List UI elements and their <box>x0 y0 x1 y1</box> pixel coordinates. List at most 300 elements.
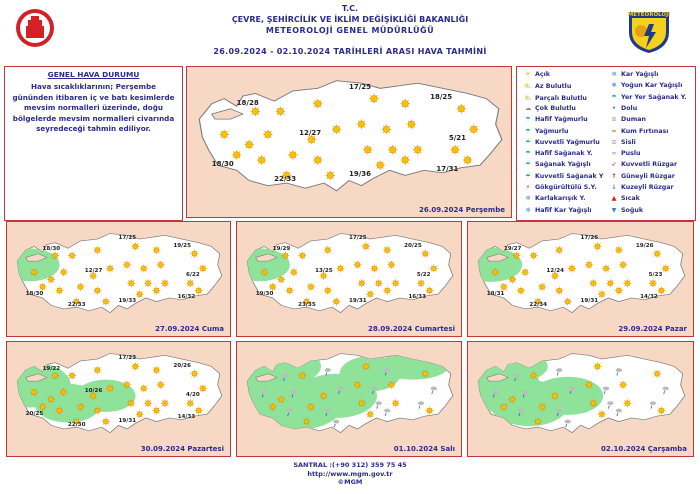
sun-icon <box>332 125 342 135</box>
sun-icon <box>60 388 68 396</box>
sun-icon <box>589 399 597 407</box>
temperature-label: 19/27 <box>503 246 522 253</box>
temperature-label: 17/25 <box>349 235 367 242</box>
light-snow-icon: ❄ <box>525 206 531 214</box>
general-weather-panel <box>4 66 183 221</box>
sun-icon <box>623 279 631 287</box>
temperature-label: 19/30 <box>255 290 274 297</box>
sun-icon <box>51 372 59 380</box>
sun-icon <box>332 298 340 306</box>
temperature-label: 16/33 <box>408 294 426 301</box>
sun-icon <box>199 264 207 272</box>
map-date-label: 27.09.2024 Cuma <box>155 325 224 333</box>
sun-icon <box>127 399 135 407</box>
sun-icon <box>421 370 429 378</box>
temperature-label: 20/26 <box>173 362 191 369</box>
sun-icon <box>324 246 332 254</box>
sun-icon <box>585 261 593 269</box>
sun-icon <box>585 381 593 389</box>
sun-icon <box>51 252 59 260</box>
sun-icon <box>491 268 499 276</box>
legend-item <box>609 116 646 123</box>
temperature-label: 17/25 <box>118 235 137 242</box>
rain-icon: ☂ <box>525 127 531 135</box>
smoke-icon: ≋ <box>611 116 617 124</box>
light-rain-icon: ☂ <box>525 116 531 124</box>
sun-icon <box>615 246 623 254</box>
sleet-icon: ❄ <box>525 195 531 203</box>
sun-icon <box>357 119 367 129</box>
sun-icon <box>298 372 306 380</box>
sun-icon <box>366 290 374 298</box>
temperature-label: 10/26 <box>84 388 103 395</box>
local-shower-icon: ☂ <box>611 93 617 101</box>
legend-label: Sıcak <box>621 195 640 203</box>
temperature-label: 19/25 <box>173 242 191 249</box>
sun-icon <box>131 362 139 370</box>
temperature-label: 19/36 <box>349 170 372 179</box>
legend-item <box>609 184 674 191</box>
sun-icon <box>589 279 597 287</box>
sun-icon <box>102 298 110 306</box>
temperature-label: 19/31 <box>580 297 599 304</box>
legend-label: Kum Fırtınası <box>621 127 669 135</box>
legend-label: Sağanak Yağışlı <box>535 161 591 169</box>
sun-icon <box>457 104 467 114</box>
temperature-label: 18/30 <box>42 246 61 253</box>
hot-icon: ▲ <box>611 195 617 203</box>
sun-icon <box>358 399 366 407</box>
header-tc: T.C. <box>341 4 359 13</box>
sun-icon <box>320 392 328 400</box>
sun-icon <box>144 399 152 407</box>
map-date-label: 02.10.2024 Çarşamba <box>601 445 687 453</box>
legend-item <box>609 173 675 180</box>
partly-cloudy-icon: ⛅ <box>524 94 532 102</box>
sun-icon <box>30 268 38 276</box>
sun-icon <box>232 150 242 160</box>
sun-icon <box>123 381 131 389</box>
sun-icon <box>657 287 665 295</box>
legend-label: Gökgürültülü S.Y. <box>535 184 597 191</box>
legend-label: Hafif Yağmurlu <box>535 116 588 124</box>
sun-icon <box>244 140 254 150</box>
sun-icon <box>662 264 670 272</box>
sun-icon <box>400 155 410 165</box>
sun-icon <box>93 407 101 415</box>
map-day-6 <box>236 341 462 457</box>
sun-icon <box>251 107 261 117</box>
temperature-label: 19/22 <box>42 366 61 373</box>
light-shower-icon: ☂ <box>525 150 531 158</box>
sun-icon <box>93 287 101 295</box>
sun-icon <box>93 366 101 374</box>
sun-icon <box>307 403 315 411</box>
legend-item <box>523 82 571 90</box>
sun-icon <box>55 287 63 295</box>
hail-icon: • <box>611 104 617 112</box>
svg-text:METEOROLOJİ: METEOROLOJİ <box>627 12 671 18</box>
sun-icon <box>140 264 148 272</box>
turkey-map <box>468 342 693 456</box>
legend-label: Güneyli Rüzgar <box>621 172 675 180</box>
legend-label: Kuvvetli Rüzgar <box>621 161 678 169</box>
legend-label: Duman <box>621 116 647 124</box>
sun-icon <box>602 264 610 272</box>
sun-icon <box>257 155 267 165</box>
temperature-label: 6/22 <box>186 272 200 279</box>
temperature-label: 12/27 <box>299 129 322 138</box>
legend-label: Yer Yer Sağanak Y. <box>621 93 687 101</box>
sun-icon <box>387 261 395 269</box>
cloud-icon: ☁ <box>524 104 532 112</box>
sun-icon <box>77 283 85 291</box>
heavy-snow-icon: ❅ <box>611 82 617 90</box>
sun-icon <box>508 276 516 284</box>
temperature-label: 19/26 <box>635 242 654 249</box>
legend-item <box>609 105 637 112</box>
general-weather-title: GENEL HAVA DURUMU <box>47 70 140 79</box>
temperature-label: 5/23 <box>648 272 663 279</box>
temperature-label: 5/22 <box>416 272 431 279</box>
temperature-label: 22/33 <box>274 175 297 184</box>
legend-item <box>523 71 550 78</box>
sun-icon <box>508 396 516 404</box>
sun-icon <box>358 279 366 287</box>
sun-icon <box>430 264 438 272</box>
footer-website[interactable]: http://www.mgm.gov.tr <box>307 469 393 478</box>
temperature-label: 18/25 <box>430 93 453 102</box>
sun-icon <box>47 276 55 284</box>
heavy-rain-icon: ☔ <box>525 138 531 146</box>
legend-item <box>523 184 597 191</box>
header-date-range: 26.09.2024 - 02.10.2024 TARİHLERİ ARASI HAVA TAHMİNİ <box>213 47 487 56</box>
legend-label: Kar Yağışlı <box>621 71 659 78</box>
temperature-label: 18/30 <box>25 290 44 297</box>
cold-icon: ▼ <box>611 206 617 214</box>
temperature-label: 12/27 <box>84 268 103 275</box>
legend-label: Sisli <box>621 138 636 146</box>
sun-icon <box>30 388 38 396</box>
heavy-shower-icon: ☔ <box>525 172 531 180</box>
sun-icon <box>152 246 160 254</box>
sun-icon <box>277 396 285 404</box>
sun-icon <box>370 264 378 272</box>
sun-icon <box>136 290 144 298</box>
sun-icon <box>303 418 311 426</box>
sun-icon <box>450 145 460 155</box>
sun-icon <box>366 410 374 418</box>
sun-icon <box>195 407 203 415</box>
legend-item <box>609 94 687 101</box>
sun-icon <box>353 261 361 269</box>
legend-label: Kuvvetli Sağanak Y <box>535 172 604 180</box>
sun-icon <box>388 145 398 155</box>
header-directorate: METEOROLOJİ GENEL MÜDÜRLÜĞÜ <box>265 26 435 35</box>
sun-icon <box>530 372 538 380</box>
legend-label: Puslu <box>621 150 641 158</box>
sun-icon <box>77 403 85 411</box>
temperature-label: 19/31 <box>349 297 367 304</box>
sun-icon <box>375 160 385 170</box>
sun-icon <box>353 381 361 389</box>
sun-icon <box>337 264 345 272</box>
sun-icon <box>538 403 546 411</box>
sun-icon <box>619 381 627 389</box>
sun-icon <box>598 410 606 418</box>
sun-icon <box>106 264 114 272</box>
sun-icon <box>106 384 114 392</box>
sun-icon <box>530 252 538 260</box>
sun-icon <box>152 287 160 295</box>
sun-icon <box>190 370 198 378</box>
shower-icon: ☔ <box>525 161 531 169</box>
sun-icon <box>199 384 207 392</box>
temperature-label: 14/33 <box>177 414 196 421</box>
map-day-7 <box>467 341 694 457</box>
sun-icon <box>653 250 661 258</box>
sun-icon <box>161 399 169 407</box>
sun-icon <box>564 298 572 306</box>
sun-icon <box>325 171 335 181</box>
temperature-label: 16/32 <box>177 294 196 301</box>
sun-icon <box>649 279 657 287</box>
sun-icon <box>362 242 370 250</box>
footer-phone: SANTRAL :(+90 312) 359 75 45 <box>293 461 407 469</box>
sun-icon <box>93 246 101 254</box>
sun-icon <box>140 384 148 392</box>
snow-icon: ❄ <box>611 71 617 78</box>
sun-icon <box>615 287 623 295</box>
map-day-3 <box>236 221 462 337</box>
sun-icon <box>136 410 144 418</box>
sun-icon <box>152 366 160 374</box>
sun-icon <box>60 268 68 276</box>
temperature-label: 22/34 <box>529 301 547 308</box>
sun-icon <box>534 418 542 426</box>
legend-item <box>609 128 668 135</box>
sun-icon <box>186 279 194 287</box>
legend-label: Hafif Sağanak Y. <box>535 150 593 158</box>
sun-icon <box>313 99 323 109</box>
legend-item <box>523 173 603 180</box>
temperature-label: 19/29 <box>272 246 291 253</box>
map-date-label: 01.10.2024 Salı <box>393 445 455 453</box>
temperature-label: 20/25 <box>25 410 44 417</box>
sun-icon <box>407 119 417 129</box>
sun-icon <box>288 150 298 160</box>
legend-panel <box>516 66 696 221</box>
temperature-label: 22/33 <box>67 301 86 308</box>
sun-icon <box>186 399 194 407</box>
sun-icon <box>281 252 289 260</box>
sun-icon <box>152 407 160 415</box>
map-date-label: 29.09.2024 Pazar <box>618 325 687 333</box>
general-weather-text: Hava sıcaklıklarının; Perşembe gününden itibaren iç ve batı kesimlerde mevsim normalleri üzerinde, doğu bölgelerde mevsim normalleri civarında seyredeceği tahmin ediliyor. <box>12 82 175 133</box>
sun-icon <box>598 290 606 298</box>
sun-icon <box>421 250 429 258</box>
legend-label: Az Bulutlu <box>535 83 572 91</box>
legend-item <box>523 105 576 112</box>
sun-icon <box>161 279 169 287</box>
temperature-label: 23/35 <box>298 301 316 308</box>
sun-icon <box>594 242 602 250</box>
sun-icon <box>383 287 391 295</box>
sun-icon <box>417 279 425 287</box>
temperature-label: 20/25 <box>404 242 422 249</box>
sun-icon <box>298 252 306 260</box>
legend-label: Yoğun Kar Yağışlı <box>621 82 683 90</box>
sun-icon <box>123 261 131 269</box>
legend-label: Kuzeyli Rüzgar <box>621 184 674 191</box>
sun-icon <box>68 372 76 380</box>
map-day-5 <box>6 341 231 457</box>
temperature-label: 17/31 <box>436 165 459 174</box>
sun-icon <box>260 268 268 276</box>
sun-icon <box>363 145 373 155</box>
legend-label: Soğuk <box>621 206 644 214</box>
south-wind-icon: ↑ <box>611 172 617 180</box>
sun-icon <box>606 279 614 287</box>
sun-icon <box>324 287 332 295</box>
sun-icon <box>375 279 383 287</box>
sun-icon <box>195 287 203 295</box>
temperature-label: 14/32 <box>640 294 658 301</box>
sun-icon <box>619 261 627 269</box>
sun-icon <box>426 287 434 295</box>
temperature-label: 4/20 <box>186 392 200 399</box>
sun-icon <box>286 287 294 295</box>
temperature-label: 17/25 <box>349 83 372 92</box>
sun-icon <box>657 407 665 415</box>
legend-label: Dolu <box>621 104 638 112</box>
sun-icon <box>263 130 273 140</box>
turkey-map <box>237 342 461 456</box>
legend-item <box>523 128 569 135</box>
sun-cloud-icon: ⛅ <box>524 83 532 91</box>
legend-item <box>609 150 641 157</box>
temperature-label: 18/28 <box>236 98 259 107</box>
footer <box>0 461 700 487</box>
legend-item <box>609 207 643 214</box>
header-ministry: ÇEVRE, ŞEHİRCİLİK VE İKLİM DEĞİŞİKLİĞİ BAKANLIĞI <box>231 15 469 24</box>
temperature-label: 5/21 <box>448 134 466 143</box>
legend-label: Çok Bulutlu <box>535 104 576 112</box>
sun-icon <box>555 287 563 295</box>
sun-icon: ☀ <box>525 71 531 78</box>
header <box>0 4 700 58</box>
sun-icon <box>538 283 546 291</box>
sun-icon <box>55 407 63 415</box>
map-date-label: 30.09.2024 Pazartesi <box>140 445 224 453</box>
map-day-4 <box>467 221 694 337</box>
sun-icon <box>513 252 521 260</box>
thunder-icon: ⚡ <box>525 184 531 191</box>
legend-label: Karlakarışık Y. <box>535 195 586 203</box>
temperature-label: 19/33 <box>118 297 137 304</box>
sun-icon <box>313 155 323 165</box>
temperature-label: 17/23 <box>118 355 137 362</box>
sun-icon <box>277 276 285 284</box>
sun-icon <box>157 381 165 389</box>
footer-copyright: ©MGM <box>337 478 363 486</box>
sun-icon <box>190 250 198 258</box>
fog-icon: ≡ <box>611 138 617 146</box>
sun-icon <box>276 107 286 117</box>
sun-icon <box>362 362 370 370</box>
legend-item <box>523 116 588 123</box>
sun-icon <box>369 94 379 104</box>
legend-label: Açık <box>535 71 550 78</box>
legend-item <box>523 139 600 146</box>
sun-icon <box>131 242 139 250</box>
sun-icon <box>623 399 631 407</box>
sun-icon <box>68 252 76 260</box>
sun-icon <box>500 403 508 411</box>
legend-label: Yağmurlu <box>535 127 569 135</box>
map-day-2 <box>6 221 231 337</box>
temperature-label: 22/30 <box>67 421 86 428</box>
legend-item <box>609 195 640 202</box>
sun-icon <box>307 283 315 291</box>
temperature-label: 19/31 <box>118 417 137 424</box>
sun-icon <box>269 403 277 411</box>
legend-label: Hafif Kar Yağışlı <box>535 206 592 214</box>
sun-icon <box>144 279 152 287</box>
sun-icon <box>47 396 55 404</box>
sun-icon <box>392 279 400 287</box>
sun-icon <box>568 264 576 272</box>
temperature-label: 17/26 <box>580 235 599 242</box>
legend-item <box>523 195 586 202</box>
sun-icon <box>653 370 661 378</box>
sun-icon <box>157 261 165 269</box>
temperature-label: 18/31 <box>486 290 505 297</box>
north-wind-icon: ↓ <box>611 184 617 191</box>
map-date-label: 28.09.2024 Cumartesi <box>368 325 455 333</box>
map-date-label: 26.09.2024 Perşembe <box>418 206 505 214</box>
sun-icon <box>426 407 434 415</box>
sun-icon <box>127 279 135 287</box>
legend-item <box>609 161 677 168</box>
sun-icon <box>290 268 298 276</box>
legend-item <box>523 150 593 157</box>
temperature-label: 18/30 <box>211 160 234 169</box>
map-day-1 <box>186 66 512 218</box>
sun-icon <box>551 392 559 400</box>
sun-icon <box>219 130 229 140</box>
legend-item <box>523 207 592 214</box>
sun-icon <box>383 246 391 254</box>
legend-item <box>523 161 591 168</box>
legend-item <box>523 94 587 102</box>
sun-icon <box>392 399 400 407</box>
legend-label: Kuvvetli Yağmurlu <box>535 138 600 146</box>
legend-label: Parçalı Bulutlu <box>535 94 587 102</box>
sun-icon <box>594 362 602 370</box>
legend-item <box>609 82 682 89</box>
legend-item <box>609 139 636 146</box>
haze-icon: ∞ <box>611 150 617 158</box>
sun-icon <box>469 125 479 135</box>
sun-icon <box>555 246 563 254</box>
sun-icon <box>400 99 410 109</box>
sun-icon <box>463 155 473 165</box>
sandstorm-icon: ≈ <box>611 127 617 135</box>
sun-icon <box>413 145 423 155</box>
temperature-label: 13/25 <box>315 268 333 275</box>
sun-icon <box>102 418 110 426</box>
